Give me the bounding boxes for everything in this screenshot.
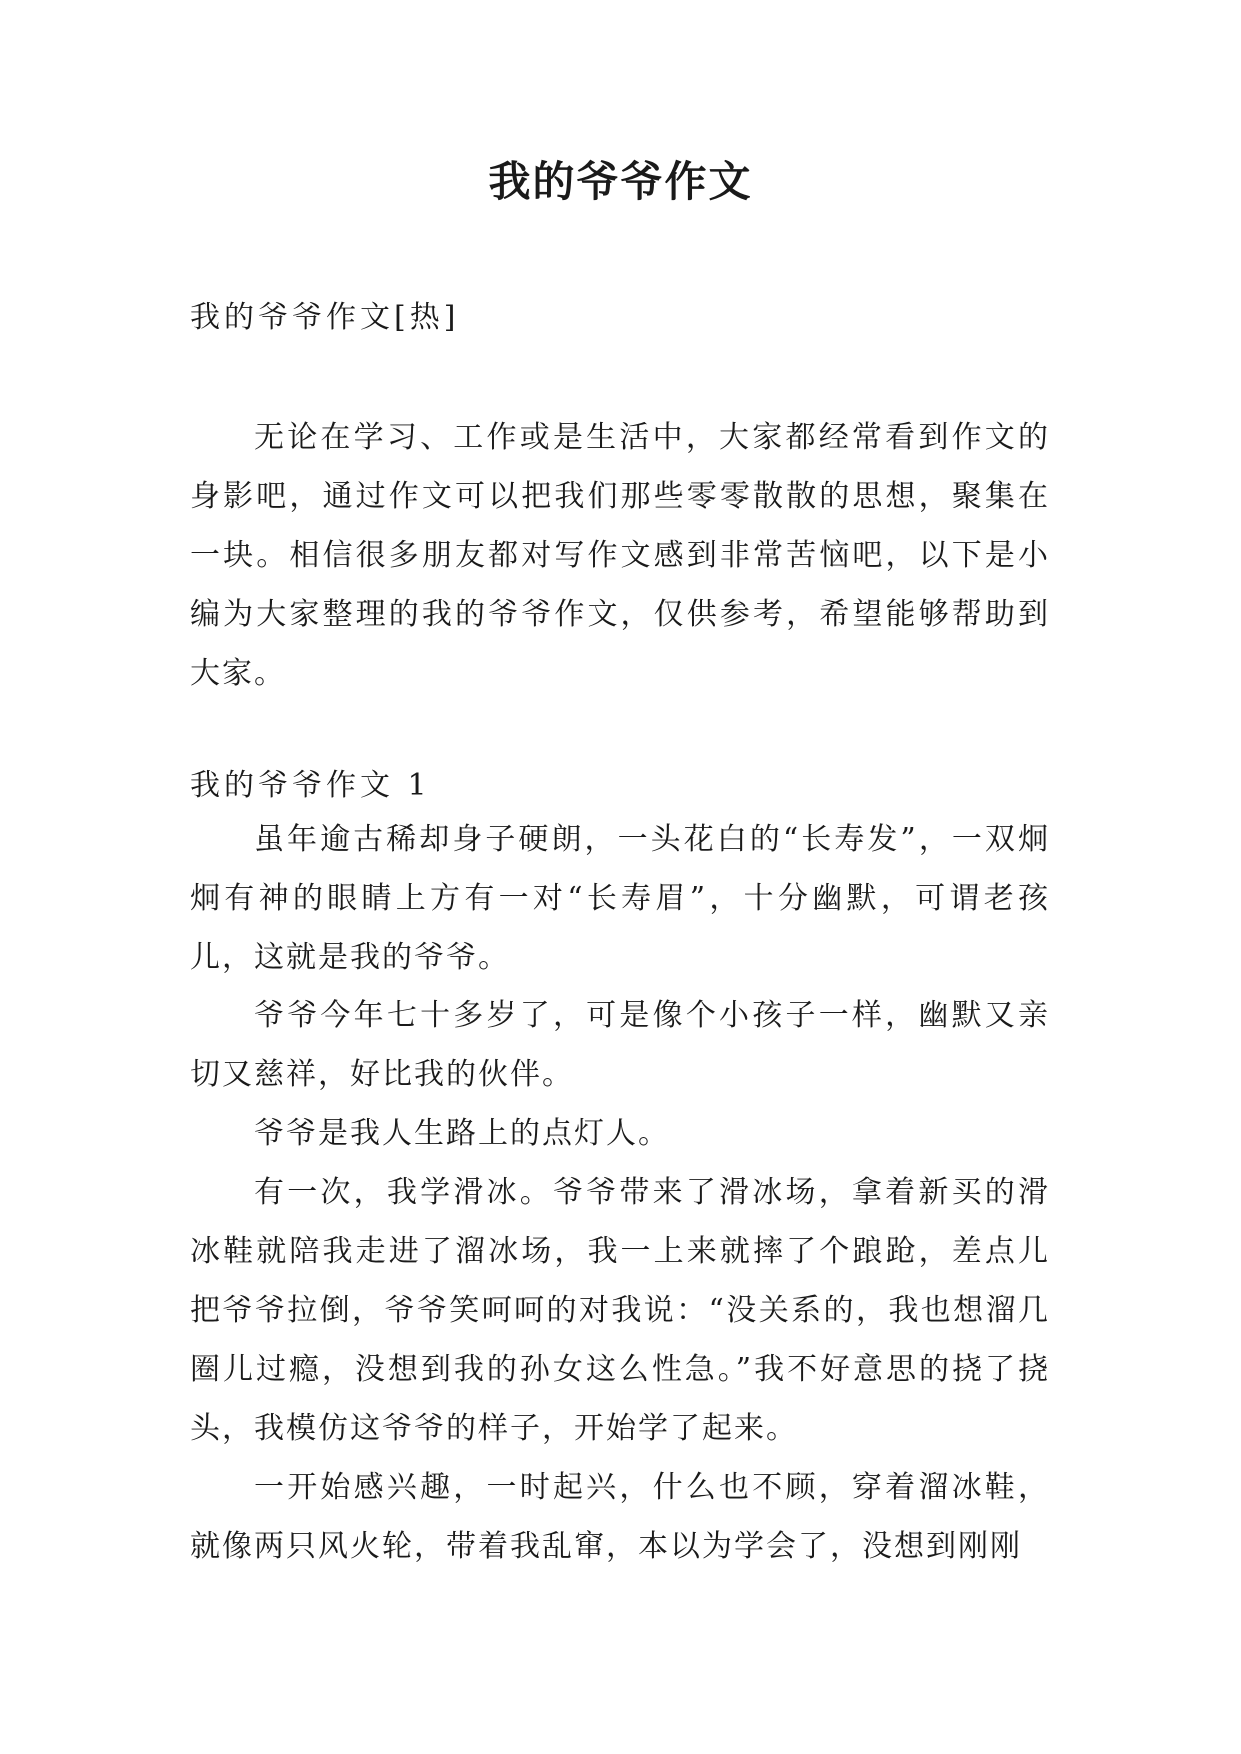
section-heading: 我的爷爷作文 1 xyxy=(190,768,431,803)
body-paragraph: 有一次，我学滑冰。爷爷带来了滑冰场，拿着新买的滑冰鞋就陪我走进了溜冰场，我一上来就摔了个踉跄，差点儿把爷爷拉倒，爷爷笑呵呵的对我说：“没关系的，我也想溜几圈儿过瘾，没想到我的孙女这么性急。”我不好意思的挠了挠头，我模仿这爷爷的样子，开始学了起来。 xyxy=(190,1175,1050,1446)
document-title: 我的爷爷作文 xyxy=(488,157,753,206)
body-paragraph: 爷爷今年七十多岁了，可是像个小孩子一样，幽默又亲切又慈祥，好比我的伙伴。 xyxy=(190,998,1050,1092)
body-paragraph: 一开始感兴趣，一时起兴，什么也不顾，穿着溜冰鞋，就像两只风火轮，带着我乱窜，本以为学会了，没想到刚刚 xyxy=(190,1470,1050,1564)
document-subtitle: 我的爷爷作文[热] xyxy=(190,300,460,335)
body-paragraph: 爷爷是我人生路上的点灯人。 xyxy=(254,1116,670,1151)
intro-paragraph: 无论在学习、工作或是生活中，大家都经常看到作文的身影吧，通过作文可以把我们那些零零散散的思想，聚集在一块。相信很多朋友都对写作文感到非常苦恼吧，以下是小编为大家整理的我的爷爷作文，仅供参考，希望能够帮助到大家。 xyxy=(190,420,1050,691)
body-paragraph: 虽年逾古稀却身子硬朗，一头花白的“长寿发”，一双炯炯有神的眼睛上方有一对“长寿眉”，十分幽默，可谓老孩儿，这就是我的爷爷。 xyxy=(190,822,1050,975)
